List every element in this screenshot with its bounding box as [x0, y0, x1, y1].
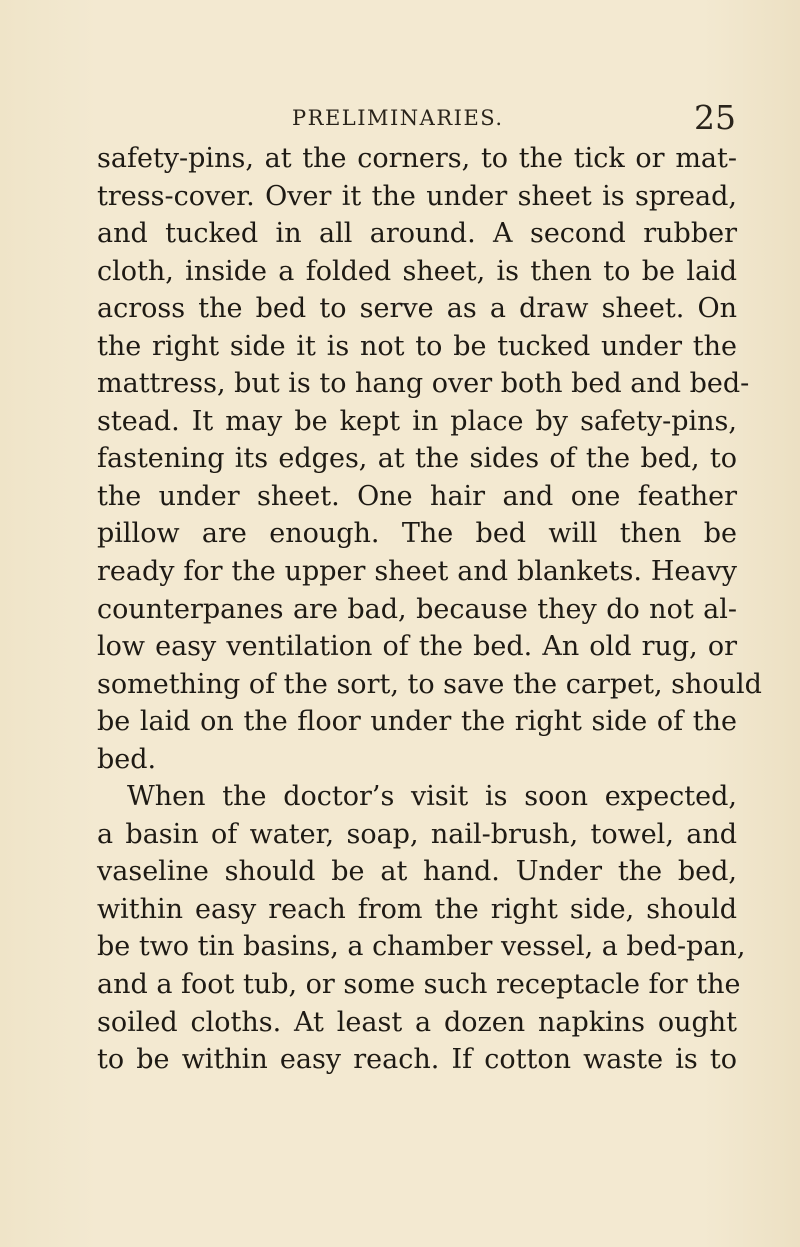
text-line: and a foot tub, or some such receptacle for the [97, 969, 741, 1001]
text-line: the under sheet. One hair and one feather [97, 480, 737, 512]
text-line: across the bed to serve as a draw sheet. On [97, 293, 737, 325]
body-text [97, 140, 762, 1079]
text-line: be two tin basins, a chamber vessel, a bed-pan, [97, 931, 746, 963]
text-line: a basin of water, soap, nail-brush, towel, and [97, 818, 737, 850]
text-line: mattress, but is to hang over both bed and bed- [97, 368, 750, 400]
page-number: 25 [694, 98, 736, 137]
text-line: low easy ventilation of the bed. An old rug, or [97, 631, 737, 663]
text-line: pillow are enough. The bed will then be [97, 518, 737, 550]
text-line: fastening its edges, at the sides of the bed, to [97, 443, 737, 475]
text-line: tress-cover. Over it the under sheet is spread, [97, 180, 737, 212]
paragraph-first-line: When the doctor’s visit is soon expected, [127, 781, 737, 813]
paragraph-last-line: bed. [97, 743, 157, 775]
text-line: something of the sort, to save the carpet, should [97, 668, 762, 700]
text-line: to be within easy reach. If cotton waste is to [97, 1044, 737, 1076]
running-title: PRELIMINARIES. [292, 106, 504, 130]
text-line: and tucked in all around. A second rubber [97, 218, 737, 250]
text-line: counterpanes are bad, because they do not al- [97, 593, 737, 625]
text-line: stead. It may be kept in place by safety-pins, [97, 405, 737, 437]
text-line: within easy reach from the right side, should [97, 893, 737, 925]
text-line: vaseline should be at hand. Under the bed, [97, 856, 737, 888]
text-line: safety-pins, at the corners, to the tick or mat- [97, 143, 737, 174]
text-line: be laid on the floor under the right side of the [97, 706, 737, 738]
text-line: soiled cloths. At least a dozen napkins ought [97, 1006, 737, 1038]
text-line: the right side it is not to be tucked under the [97, 330, 737, 362]
running-head [96, 98, 736, 138]
text-line: ready for the upper sheet and blankets. Heavy [97, 556, 737, 588]
text-line: cloth, inside a folded sheet, is then to be laid [97, 255, 737, 287]
